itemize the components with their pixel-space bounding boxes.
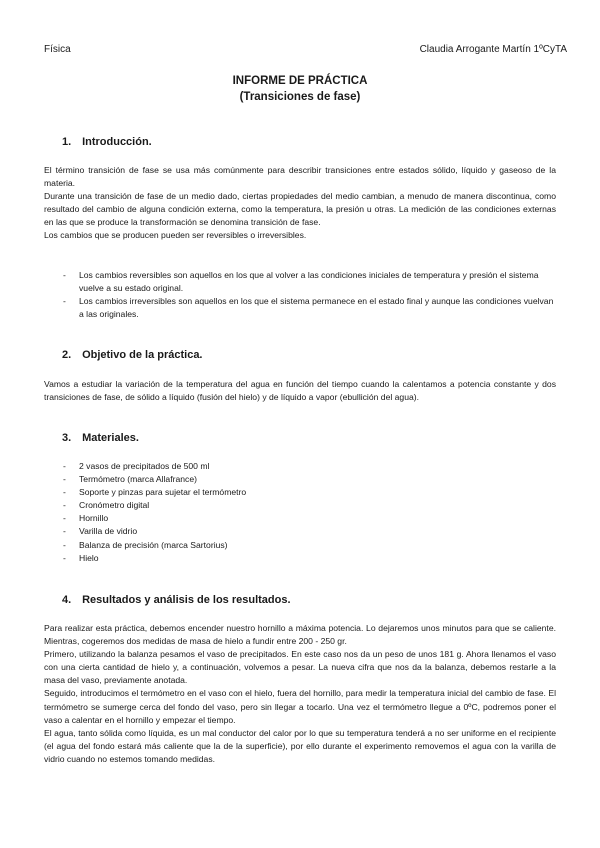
list-item: - Balanza de precisión (marca Sartorius): [63, 539, 228, 550]
list-item: - Los cambios irreversibles son aquellos en los que el sistema permanece en el estado final y aunque las condiciones vuelvan a las originales.: [63, 296, 554, 320]
introduction-text: [44, 164, 556, 243]
header-author: Claudia Arrogante Martín 1ºCyTA: [419, 44, 567, 55]
section-heading-results: [62, 594, 291, 606]
materials-list: [63, 460, 557, 565]
section-title: Introducción.: [82, 136, 152, 148]
section-heading-introduction: [62, 136, 152, 148]
section-heading-objective: [62, 349, 203, 361]
section-number: 2.: [62, 349, 72, 361]
section-title: Objetivo de la práctica.: [82, 349, 203, 361]
paragraph: Seguido, introducimos el termómetro en el vaso con el hielo, fuera del hornillo, para medir la temperatura inicial del cambio de fase. El termómetro se sumerge cerca del fondo del vaso, pero sin llegar a tocarlo. Una vez el termómetro llegue a 0ºC, podremos poner el vaso a calentar en el hornillo y empezar el tiempo.: [44, 688, 556, 725]
report-subtitle: (Transiciones de fase): [239, 91, 361, 103]
results-text: [44, 622, 556, 766]
introduction-bullet-list: [63, 269, 557, 321]
section-heading-materials: [62, 432, 139, 444]
paragraph: El agua, tanto sólida como líquida, es un mal conductor del calor por lo que su temperatura tenderá a no ser uniforme en el recipiente (el agua del fondo estará más caliente que la de la superficie), por ello durante el experimento removemos el agua con la varilla de vidrio cuando no estemos tomando medidas.: [44, 727, 556, 764]
section-title: Resultados y análisis de los resultados.: [82, 594, 291, 606]
list-item: - Hielo: [63, 552, 99, 563]
section-number: 4.: [62, 594, 72, 606]
list-item: - Los cambios reversibles son aquellos en los que al volver a las condiciones iniciales de temperatura y presión el sistema vuelve a su estado original.: [63, 270, 539, 294]
paragraph: Para realizar esta práctica, debemos encender nuestro hornillo a máxima potencia. Lo dejaremos unos minutos para que se caliente. Mientras, cogeremos dos medidas de masa de hielo a fundir entre 200 - 250 gr.: [44, 623, 556, 647]
objective-text: [44, 378, 556, 404]
paragraph: Primero, utilizando la balanza pesamos el vaso de precipitados. En este caso nos da un peso de unos 181 g. Ahora llenamos el vaso con una cierta cantidad de hielo y, a continuación, volvemos a pesar. La nueva cifra que nos da la balanza, debemos restarle a la masa del vaso, previamente anotada.: [44, 649, 556, 686]
section-title: Materiales.: [82, 432, 139, 444]
list-item: - Soporte y pinzas para sujetar el termómetro: [63, 487, 247, 498]
paragraph: Vamos a estudiar la variación de la temperatura del agua en función del tiempo cuando la calentamos a potencia constante y dos transiciones de fase, de sólido a líquido (fusión del hielo) y de líquido a vapor (ebullición del agua).: [44, 379, 556, 403]
section-number: 3.: [62, 432, 72, 444]
list-item: - Hornillo: [63, 513, 109, 524]
list-item: - 2 vasos de precipitados de 500 ml: [63, 461, 210, 471]
list-item: - Varilla de vidrio: [63, 526, 138, 537]
paragraph: El término transición de fase se usa más comúnmente para describir transiciones entre estados sólido, líquido y gaseoso de la materia.: [44, 165, 556, 189]
section-number: 1.: [62, 136, 72, 148]
paragraph: Los cambios que se producen pueden ser reversibles o irreversibles.: [44, 230, 307, 241]
list-item: - Cronómetro digital: [63, 500, 150, 511]
list-item: - Termómetro (marca Allafrance): [63, 474, 197, 485]
header-subject: Física: [44, 44, 71, 55]
report-title: INFORME DE PRÁCTICA: [232, 75, 368, 87]
paragraph: Durante una transición de fase de un medio dado, ciertas propiedades del medio cambian, a menudo de manera discontinua, como resultado del cambio de alguna condición externa, como la temperatura, la presión u otras. La medición de las condiciones externas en las que se produce la transformación se denomina transición de fase.: [44, 191, 556, 228]
